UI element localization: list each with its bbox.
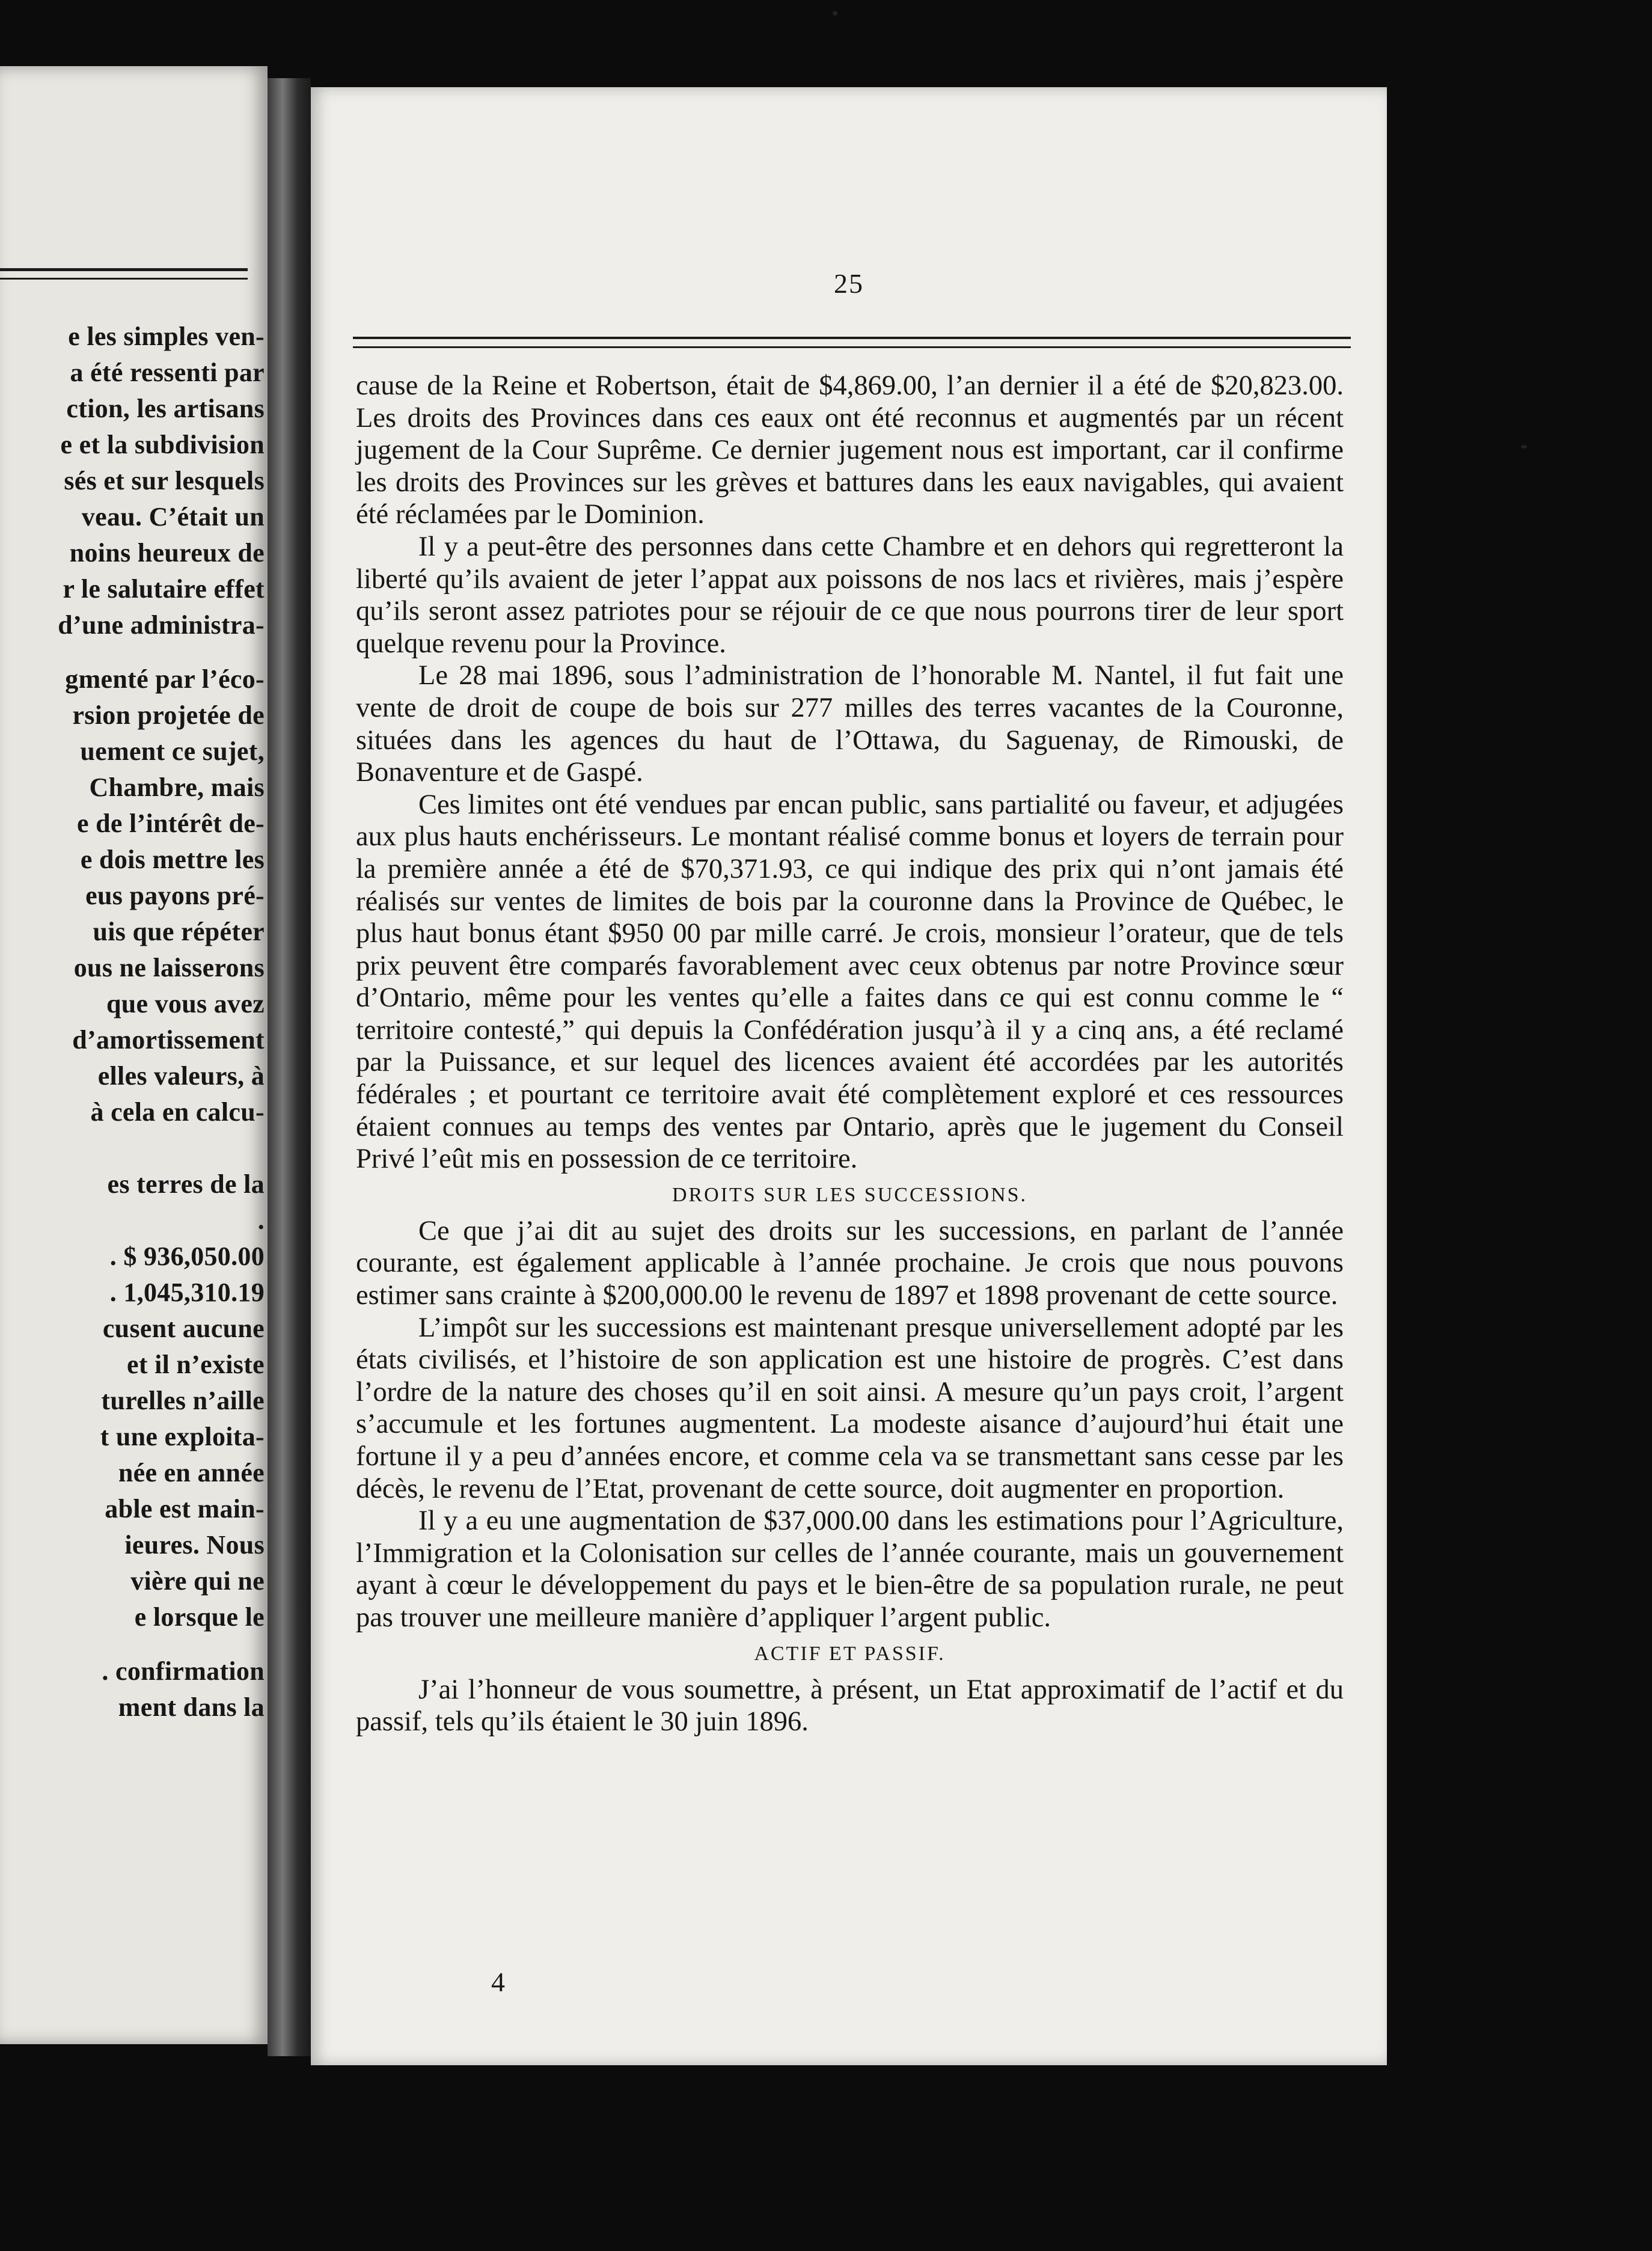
previous-page-line: née en année: [118, 1458, 265, 1487]
previous-page-line: et il n’existe: [126, 1350, 265, 1379]
previous-page-line: ieures. Nous: [124, 1530, 265, 1560]
current-page: [311, 87, 1387, 2065]
previous-page-line: e lorsque le: [134, 1602, 265, 1632]
body-paragraph: Il y a eu une augmentation de $37,000.00 dans les estimations pour l’Agriculture, l’Immigration et la Colonisation sur celles de l’année courante, mais un gouvernement ayant à cœur le développement du pays et le bien-être de sa population rurale, ne peut pas trouver une meilleure manière d’appliquer l’argent public.: [356, 1505, 1344, 1633]
previous-page-line: e de l’intérêt de-: [76, 809, 265, 838]
body-paragraph: L’impôt sur les successions est maintenant presque universellement adopté par les états civilisés, et l’histoire de son application est une histoire de progrès. C’est dans l’ordre de la nature des choses qu’il en soit ainsi. A mesure qu’un pays croit, l’argent s’accumule et les fortunes augmentent. La modeste aisance d’aujourd’hui était une fortune il y a peu d’années encore, et comme cela va se transmettant sans cesse par les décès, le revenu de l’Etat, provenant de cette source, doit augmenter en proportion.: [356, 1312, 1344, 1504]
previous-page-line: a été ressenti par: [70, 358, 265, 387]
previous-page-line: t une exploita-: [100, 1422, 265, 1451]
previous-page-line: . confirmation: [102, 1656, 265, 1686]
previous-page-line: noins heureux de: [69, 538, 265, 568]
body-paragraph: J’ai l’honneur de vous soumettre, à présent, un Etat approximatif de l’actif et du passif, tels qu’ils étaient le 30 juin 1896.: [356, 1674, 1344, 1738]
header-rule: [0, 278, 248, 280]
previous-page-line: vière qui ne: [130, 1566, 265, 1596]
scan-speck: [1521, 445, 1527, 449]
book-gutter: [268, 78, 311, 2056]
section-heading: DROITS SUR LES SUCCESSIONS.: [672, 1183, 1028, 1206]
previous-page-line: gmenté par l’éco-: [65, 664, 265, 694]
previous-page-line: .: [257, 1205, 265, 1235]
body-paragraph: Ce que j’ai dit au sujet des droits sur les successions, en parlant de l’année courante, est également applicable à l’année prochaine. Je crois que nous pouvons estimer sans crainte à $200,000.00 le revenu de 1897 et 1898 provenant de cette source.: [356, 1215, 1344, 1311]
previous-page-line: e les simples ven-: [68, 322, 265, 351]
body-paragraph: Le 28 mai 1896, sous l’administration de l’honorable M. Nantel, il fut fait une vente de droit de coupe de bois sur 277 milles des terres vacantes de la Couronne, situées dans les agences du haut de l’Ottawa, du Saguenay, de Rimouski, de Bonaventure et de Gaspé.: [356, 660, 1344, 788]
previous-page-line: Chambre, mais: [89, 773, 265, 802]
body-paragraph: Il y a peut-être des personnes dans cette Chambre et en dehors qui regretteront la liberté qu’ils avaient de jeter l’appat aux poissons de nos lacs et rivières, mais j’espère qu’ils seront assez patriotes pour se réjouir de ce que nous pourrons tirer de leur sport quelque revenu pour la Province.: [356, 531, 1344, 659]
body-paragraph: Ces limites ont été vendues par encan public, sans partialité ou faveur, et adjugées aux plus hauts enchérisseurs. Le montant réalisé comme bonus et loyers de terrain pour la première année a été de $70,371.93, ce qui indique des prix qui n’ont jamais été réalisés sur ventes de limites de bois par la couronne dans la Province de Québec, le plus haut bonus étant $950 00 par mille carré. Je crois, monsieur l’orateur, que de tels prix peuvent être comparés favorablement avec ceux obtenus par notre Province sœur d’Ontario, même pour les ventes qu’elle a faites dans ce qui est connu comme le “ territoire contesté,” qui depuis la Confédération jusqu’à il y a cinq ans, a été reclamé par la Puissance, et sur lequel des licences avaient été accordées par les autorités fédérales ; et pourtant ce territoire avait été complètement exploré et ces ressources étaient connues au temps des ventes par Ontario, après que le jugement du Conseil Privé l’eût mis en possession de ce territoire.: [356, 789, 1344, 1175]
previous-page-line: elles valeurs, à: [97, 1061, 265, 1091]
previous-page-line: turelles n’aille: [101, 1386, 265, 1415]
previous-page-line: . 1,045,310.19: [109, 1278, 265, 1307]
previous-page-line: uis que répéter: [93, 917, 265, 946]
previous-page-line: veau. C’était un: [81, 502, 265, 531]
scan-speck: [833, 11, 837, 16]
previous-page-line: que vous avez: [106, 989, 265, 1018]
previous-page-line: ous ne laisserons: [73, 953, 265, 982]
previous-page-line: ction, les artisans: [66, 394, 265, 423]
header-rule: [353, 346, 1351, 348]
previous-page-line: sés et sur lesquels: [64, 466, 265, 495]
previous-page-line: e et la subdivision: [60, 430, 265, 459]
previous-page-line: e dois mettre les: [80, 845, 265, 874]
page-body: [356, 370, 1344, 1738]
previous-page-line: d’une administra-: [58, 610, 265, 640]
previous-page-line: es terres de la: [107, 1169, 265, 1199]
previous-page-line: . $ 936,050.00: [109, 1242, 265, 1271]
header-rule: [0, 268, 248, 271]
previous-page-line: eus payons pré-: [85, 881, 265, 910]
previous-page-line: rsion projetée de: [72, 700, 265, 730]
previous-page-line: able est main-: [105, 1494, 265, 1524]
header-rule: [353, 337, 1351, 339]
page-number: 25: [834, 268, 864, 299]
previous-page-fragment: [0, 66, 268, 2044]
signature-mark: 4: [491, 1967, 505, 1997]
body-paragraph: cause de la Reine et Robertson, était de $4,869.00, l’an dernier il a été de $20,823.00. Les droits des Provinces dans ces eaux ont été reconnus et augmentés par un récent jugement de la Cour Suprême. Ce dernier jugement nous est important, car il confirme les droits des Provinces sur les grèves et battures dans les eaux navigables, qui avaient été réclamées par le Dominion.: [356, 370, 1344, 530]
previous-page-line: ment dans la: [118, 1692, 265, 1722]
previous-page-line: d’amortissement: [72, 1025, 265, 1055]
previous-page-line: r le salutaire effet: [63, 574, 265, 604]
previous-page-line: à cela en calcu-: [90, 1097, 265, 1127]
previous-page-line: cusent aucune: [102, 1314, 265, 1343]
previous-page-line: uement ce sujet,: [80, 737, 265, 766]
section-heading: ACTIF ET PASSIF.: [754, 1642, 946, 1665]
